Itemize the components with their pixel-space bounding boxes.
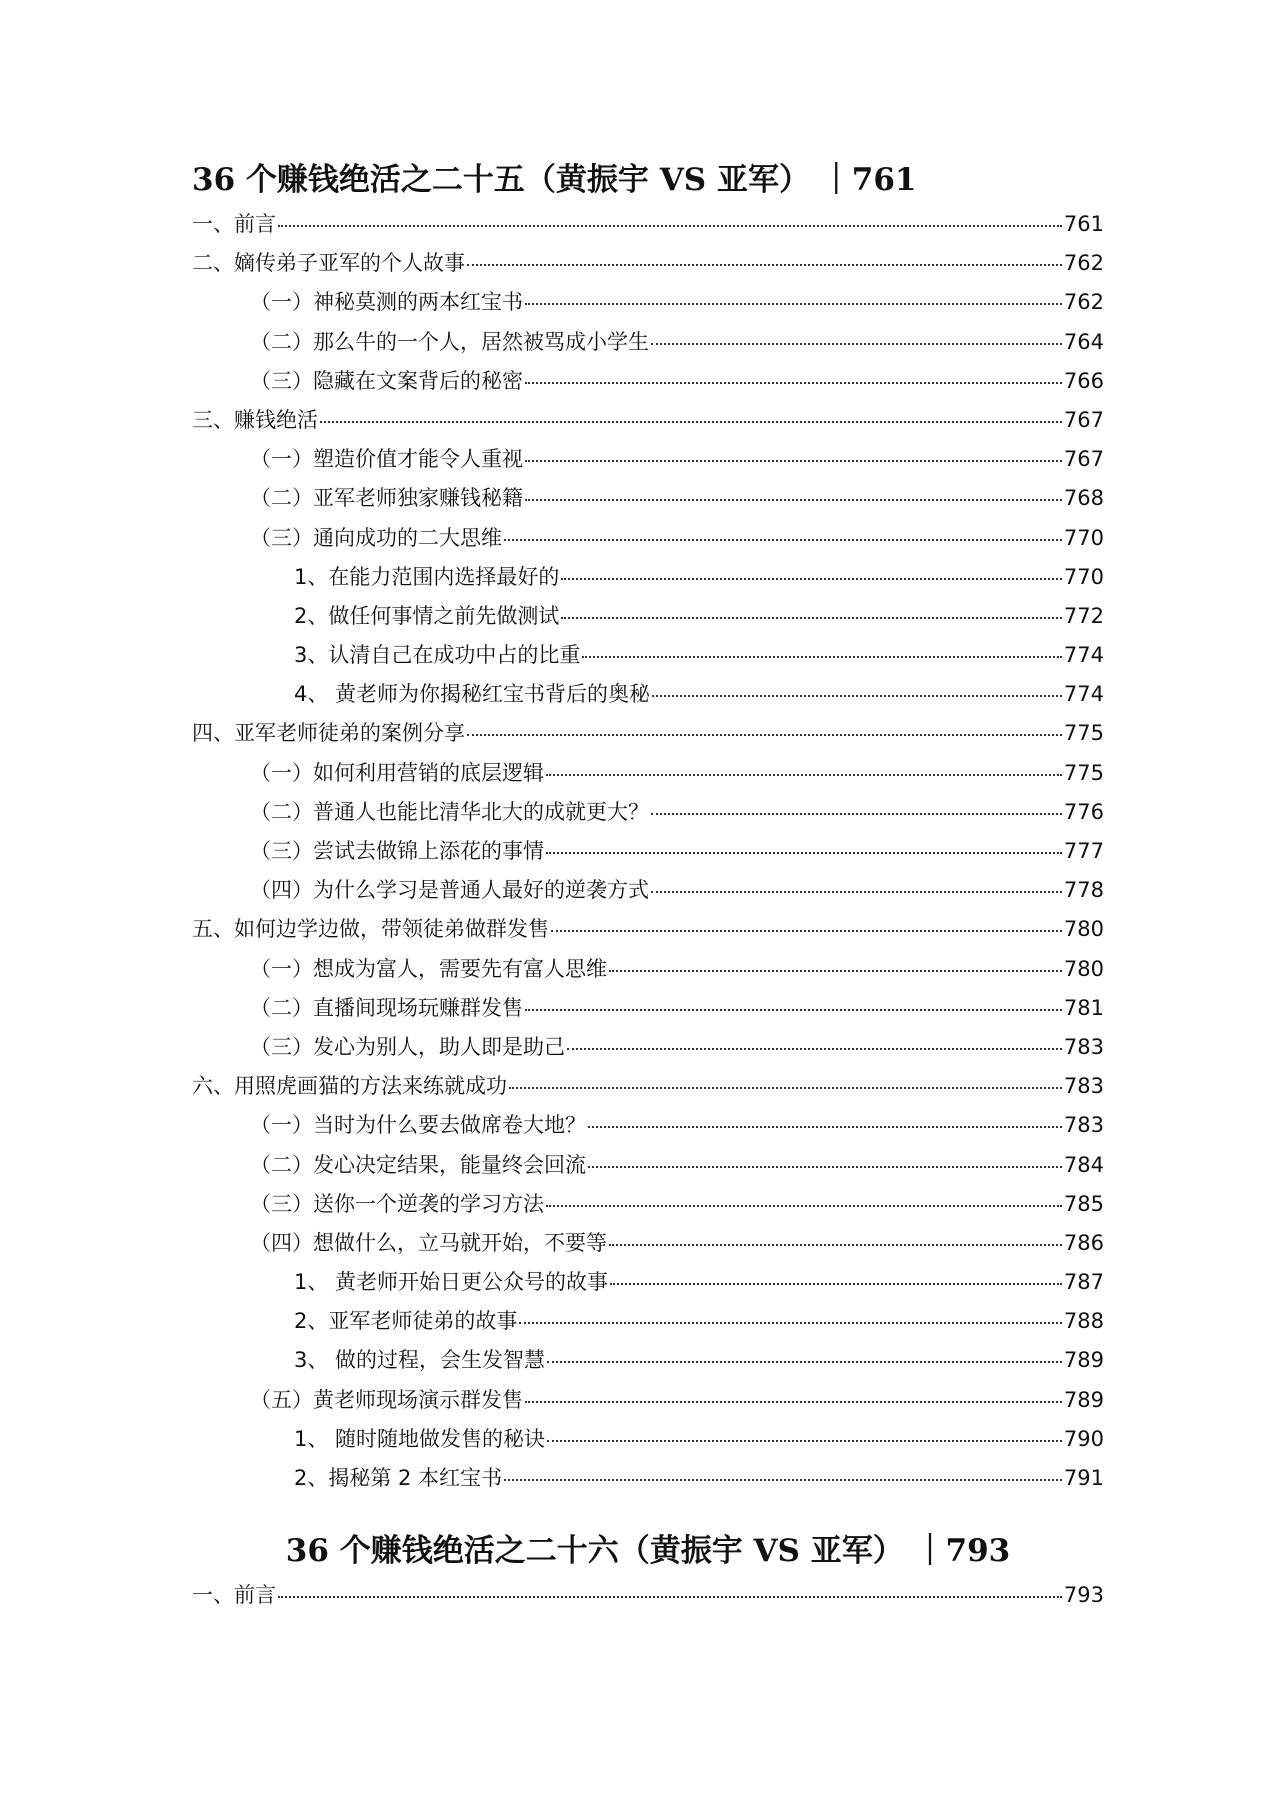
toc-entry-page-number: 777 bbox=[1063, 839, 1104, 863]
toc-entry-page-number: 789 bbox=[1063, 1387, 1104, 1412]
toc-entry[interactable] bbox=[192, 362, 1104, 401]
toc-entry[interactable] bbox=[192, 1381, 1104, 1420]
dot-leader bbox=[546, 1205, 1062, 1207]
dot-leader bbox=[525, 1401, 1062, 1403]
toc-entry[interactable] bbox=[192, 1420, 1104, 1459]
dot-leader bbox=[525, 382, 1062, 384]
toc-entry[interactable] bbox=[192, 244, 1104, 283]
dot-leader bbox=[467, 264, 1062, 266]
toc-entry-page-number: 767 bbox=[1063, 447, 1104, 472]
toc-entry-title: 1、在能力范围内选择最好的 bbox=[294, 564, 560, 589]
dot-leader bbox=[588, 1166, 1062, 1168]
toc-entry[interactable] bbox=[192, 950, 1104, 989]
toc-entry-title: （一）当时为什么要去做席卷大地？ bbox=[250, 1113, 586, 1138]
dot-leader bbox=[525, 303, 1062, 305]
toc-entry-page-number: 793 bbox=[1063, 1583, 1104, 1607]
toc-entry-title: （五）黄老师现场演示群发售 bbox=[250, 1387, 523, 1412]
dot-leader bbox=[504, 1479, 1062, 1481]
toc-entry[interactable] bbox=[192, 440, 1104, 479]
section-heading: 36 个赚钱绝活之二十五（黄振宇 VS 亚军） ｜761 bbox=[192, 162, 917, 198]
dot-leader bbox=[609, 1244, 1062, 1246]
toc-entry-page-number: 775 bbox=[1063, 760, 1104, 785]
toc-entry[interactable] bbox=[192, 1263, 1104, 1302]
dot-leader bbox=[651, 891, 1062, 893]
dot-leader bbox=[609, 970, 1062, 972]
dot-leader bbox=[567, 1048, 1062, 1050]
dot-leader bbox=[582, 656, 1062, 658]
toc-entry-title: 三、赚钱绝活 bbox=[192, 407, 318, 432]
dot-leader bbox=[551, 930, 1062, 932]
toc-list bbox=[192, 1576, 1104, 1615]
toc-entry[interactable] bbox=[192, 793, 1104, 832]
toc-entry-page-number: 761 bbox=[1063, 212, 1104, 236]
toc-entry-page-number: 774 bbox=[1063, 643, 1104, 668]
toc-entry-page-number: 783 bbox=[1063, 1113, 1104, 1138]
toc-entry[interactable] bbox=[192, 205, 1104, 244]
dot-leader bbox=[651, 343, 1062, 345]
dot-leader bbox=[546, 774, 1062, 776]
toc-entry[interactable] bbox=[192, 283, 1104, 322]
toc-entry-page-number: 770 bbox=[1063, 525, 1104, 550]
toc-entry-title: 2、做任何事情之前先做测试 bbox=[294, 603, 560, 628]
dot-leader bbox=[519, 1322, 1062, 1324]
toc-entry-title: 4、 黄老师为你揭秘红宝书背后的奥秘 bbox=[294, 682, 651, 707]
toc-entry[interactable] bbox=[192, 1146, 1104, 1185]
dot-leader bbox=[610, 1283, 1062, 1285]
toc-entry[interactable] bbox=[192, 871, 1104, 910]
dot-leader bbox=[651, 813, 1062, 815]
toc-entry-title: （二）发心决定结果，能量终会回流 bbox=[250, 1152, 586, 1177]
toc-entry[interactable] bbox=[192, 479, 1104, 518]
toc-entry[interactable] bbox=[192, 1028, 1104, 1067]
dot-leader bbox=[588, 1126, 1062, 1128]
toc-entry-title: （三）隐藏在文案背后的秘密 bbox=[250, 368, 523, 393]
toc-entry-page-number: 768 bbox=[1063, 486, 1104, 511]
toc-list bbox=[192, 205, 1104, 1498]
toc-entry[interactable] bbox=[192, 1224, 1104, 1263]
toc-entry-title: 五、如何边学边做，带领徒弟做群发售 bbox=[192, 917, 549, 942]
toc-entry-page-number: 778 bbox=[1063, 878, 1104, 903]
toc-entry[interactable] bbox=[192, 558, 1104, 597]
toc-entry[interactable] bbox=[192, 675, 1104, 714]
toc-entry[interactable] bbox=[192, 714, 1104, 753]
toc-entry-page-number: 785 bbox=[1063, 1191, 1104, 1216]
toc-entry-page-number: 780 bbox=[1063, 917, 1104, 942]
toc-entry[interactable] bbox=[192, 1067, 1104, 1106]
dot-leader bbox=[278, 225, 1062, 227]
toc-entry-page-number: 770 bbox=[1063, 564, 1104, 589]
dot-leader bbox=[561, 578, 1062, 580]
toc-entry-title: （三）通向成功的二大思维 bbox=[250, 525, 502, 550]
toc-entry[interactable] bbox=[192, 910, 1104, 949]
toc-entry-page-number: 791 bbox=[1063, 1466, 1104, 1490]
toc-entry-title: （二）亚军老师独家赚钱秘籍 bbox=[250, 486, 523, 511]
toc-entry-title: （三）送你一个逆袭的学习方法 bbox=[250, 1191, 544, 1216]
toc-entry[interactable] bbox=[192, 1106, 1104, 1145]
toc-entry-page-number: 790 bbox=[1063, 1426, 1104, 1451]
toc-entry-title: 六、用照虎画猫的方法来练就成功 bbox=[192, 1074, 507, 1099]
toc-entry-title: 2、揭秘第 2 本红宝书 bbox=[294, 1466, 503, 1490]
toc-entry-page-number: 774 bbox=[1063, 682, 1104, 707]
toc-entry-page-number: 764 bbox=[1063, 329, 1104, 354]
toc-entry-page-number: 781 bbox=[1063, 995, 1104, 1020]
dot-leader bbox=[525, 460, 1062, 462]
toc-entry[interactable] bbox=[192, 989, 1104, 1028]
toc-entry-page-number: 776 bbox=[1063, 799, 1104, 824]
toc-entry-title: 3、认清自己在成功中占的比重 bbox=[294, 643, 581, 668]
toc-entry[interactable] bbox=[192, 832, 1104, 871]
toc-entry-page-number: 786 bbox=[1063, 1230, 1104, 1255]
section-heading: 36 个赚钱绝活之二十六（黄振宇 VS 亚军） ｜793 bbox=[285, 1533, 1011, 1569]
dot-leader bbox=[546, 852, 1062, 854]
toc-entry[interactable] bbox=[192, 1302, 1104, 1341]
toc-entry-page-number: 767 bbox=[1063, 407, 1104, 432]
toc-entry-title: （一）想成为富人，需要先有富人思维 bbox=[250, 956, 607, 981]
toc-entry-page-number: 775 bbox=[1063, 721, 1104, 746]
toc-entry-title: 四、亚军老师徒弟的案例分享 bbox=[192, 721, 465, 746]
dot-leader bbox=[278, 1596, 1062, 1598]
toc-entry-title: （一）如何利用营销的底层逻辑 bbox=[250, 760, 544, 785]
toc-entry-title: （四）为什么学习是普通人最好的逆袭方式 bbox=[250, 878, 649, 903]
toc-entry-page-number: 766 bbox=[1063, 368, 1104, 393]
toc-entry[interactable] bbox=[192, 1576, 1104, 1615]
dot-leader bbox=[652, 695, 1062, 697]
toc-entry-title: 一、前言 bbox=[192, 212, 276, 236]
toc-section-25 bbox=[192, 155, 1104, 1498]
toc-entry-title: （一）神秘莫测的两本红宝书 bbox=[250, 290, 523, 315]
dot-leader bbox=[320, 421, 1062, 423]
toc-entry-page-number: 772 bbox=[1063, 603, 1104, 628]
toc-entry-title: 3、 做的过程，会生发智慧 bbox=[294, 1348, 546, 1373]
toc-entry-page-number: 780 bbox=[1063, 956, 1104, 981]
dot-leader bbox=[504, 539, 1062, 541]
toc-entry-page-number: 783 bbox=[1063, 1034, 1104, 1059]
toc-entry[interactable] bbox=[192, 754, 1104, 793]
toc-entry-title: 二、嫡传弟子亚军的个人故事 bbox=[192, 251, 465, 276]
toc-section-26 bbox=[192, 1526, 1104, 1615]
toc-entry-title: 1、 黄老师开始日更公众号的故事 bbox=[294, 1270, 609, 1295]
dot-leader bbox=[547, 1440, 1062, 1442]
toc-entry-title: （三）尝试去做锦上添花的事情 bbox=[250, 839, 544, 863]
dot-leader bbox=[525, 499, 1062, 501]
toc-entry-title: 2、亚军老师徒弟的故事 bbox=[294, 1309, 518, 1334]
toc-entry-page-number: 789 bbox=[1063, 1348, 1104, 1373]
toc-entry-title: （一）塑造价值才能令人重视 bbox=[250, 447, 523, 472]
toc-entry-title: 1、 随时随地做发售的秘诀 bbox=[294, 1426, 546, 1451]
toc-entry[interactable] bbox=[192, 1459, 1104, 1498]
toc-entry[interactable] bbox=[192, 597, 1104, 636]
dot-leader bbox=[525, 1009, 1062, 1011]
toc-entry-page-number: 762 bbox=[1063, 251, 1104, 276]
toc-entry-title: （二）那么牛的一个人，居然被骂成小学生 bbox=[250, 329, 649, 354]
toc-entry-page-number: 783 bbox=[1063, 1074, 1104, 1099]
toc-entry[interactable] bbox=[192, 1185, 1104, 1224]
toc-entry-title: 一、前言 bbox=[192, 1583, 276, 1607]
toc-entry-page-number: 762 bbox=[1063, 290, 1104, 315]
toc-entry-title: （四）想做什么，立马就开始，不要等 bbox=[250, 1230, 607, 1255]
toc-entry[interactable] bbox=[192, 323, 1104, 362]
toc-entry[interactable] bbox=[192, 519, 1104, 558]
toc-entry-page-number: 784 bbox=[1063, 1152, 1104, 1177]
dot-leader bbox=[509, 1087, 1062, 1089]
dot-leader bbox=[547, 1361, 1062, 1363]
toc-entry-title: （二）直播间现场玩赚群发售 bbox=[250, 995, 523, 1020]
toc-entry-page-number: 787 bbox=[1063, 1270, 1104, 1295]
toc-entry[interactable] bbox=[192, 401, 1104, 440]
toc-entry[interactable] bbox=[192, 636, 1104, 675]
toc-entry-title: （二）普通人也能比清华北大的成就更大？ bbox=[250, 799, 649, 824]
dot-leader bbox=[467, 734, 1062, 736]
toc-entry-page-number: 788 bbox=[1063, 1309, 1104, 1334]
toc-entry-title: （三）发心为别人，助人即是助己 bbox=[250, 1034, 565, 1059]
toc-entry[interactable] bbox=[192, 1341, 1104, 1380]
dot-leader bbox=[561, 617, 1062, 619]
